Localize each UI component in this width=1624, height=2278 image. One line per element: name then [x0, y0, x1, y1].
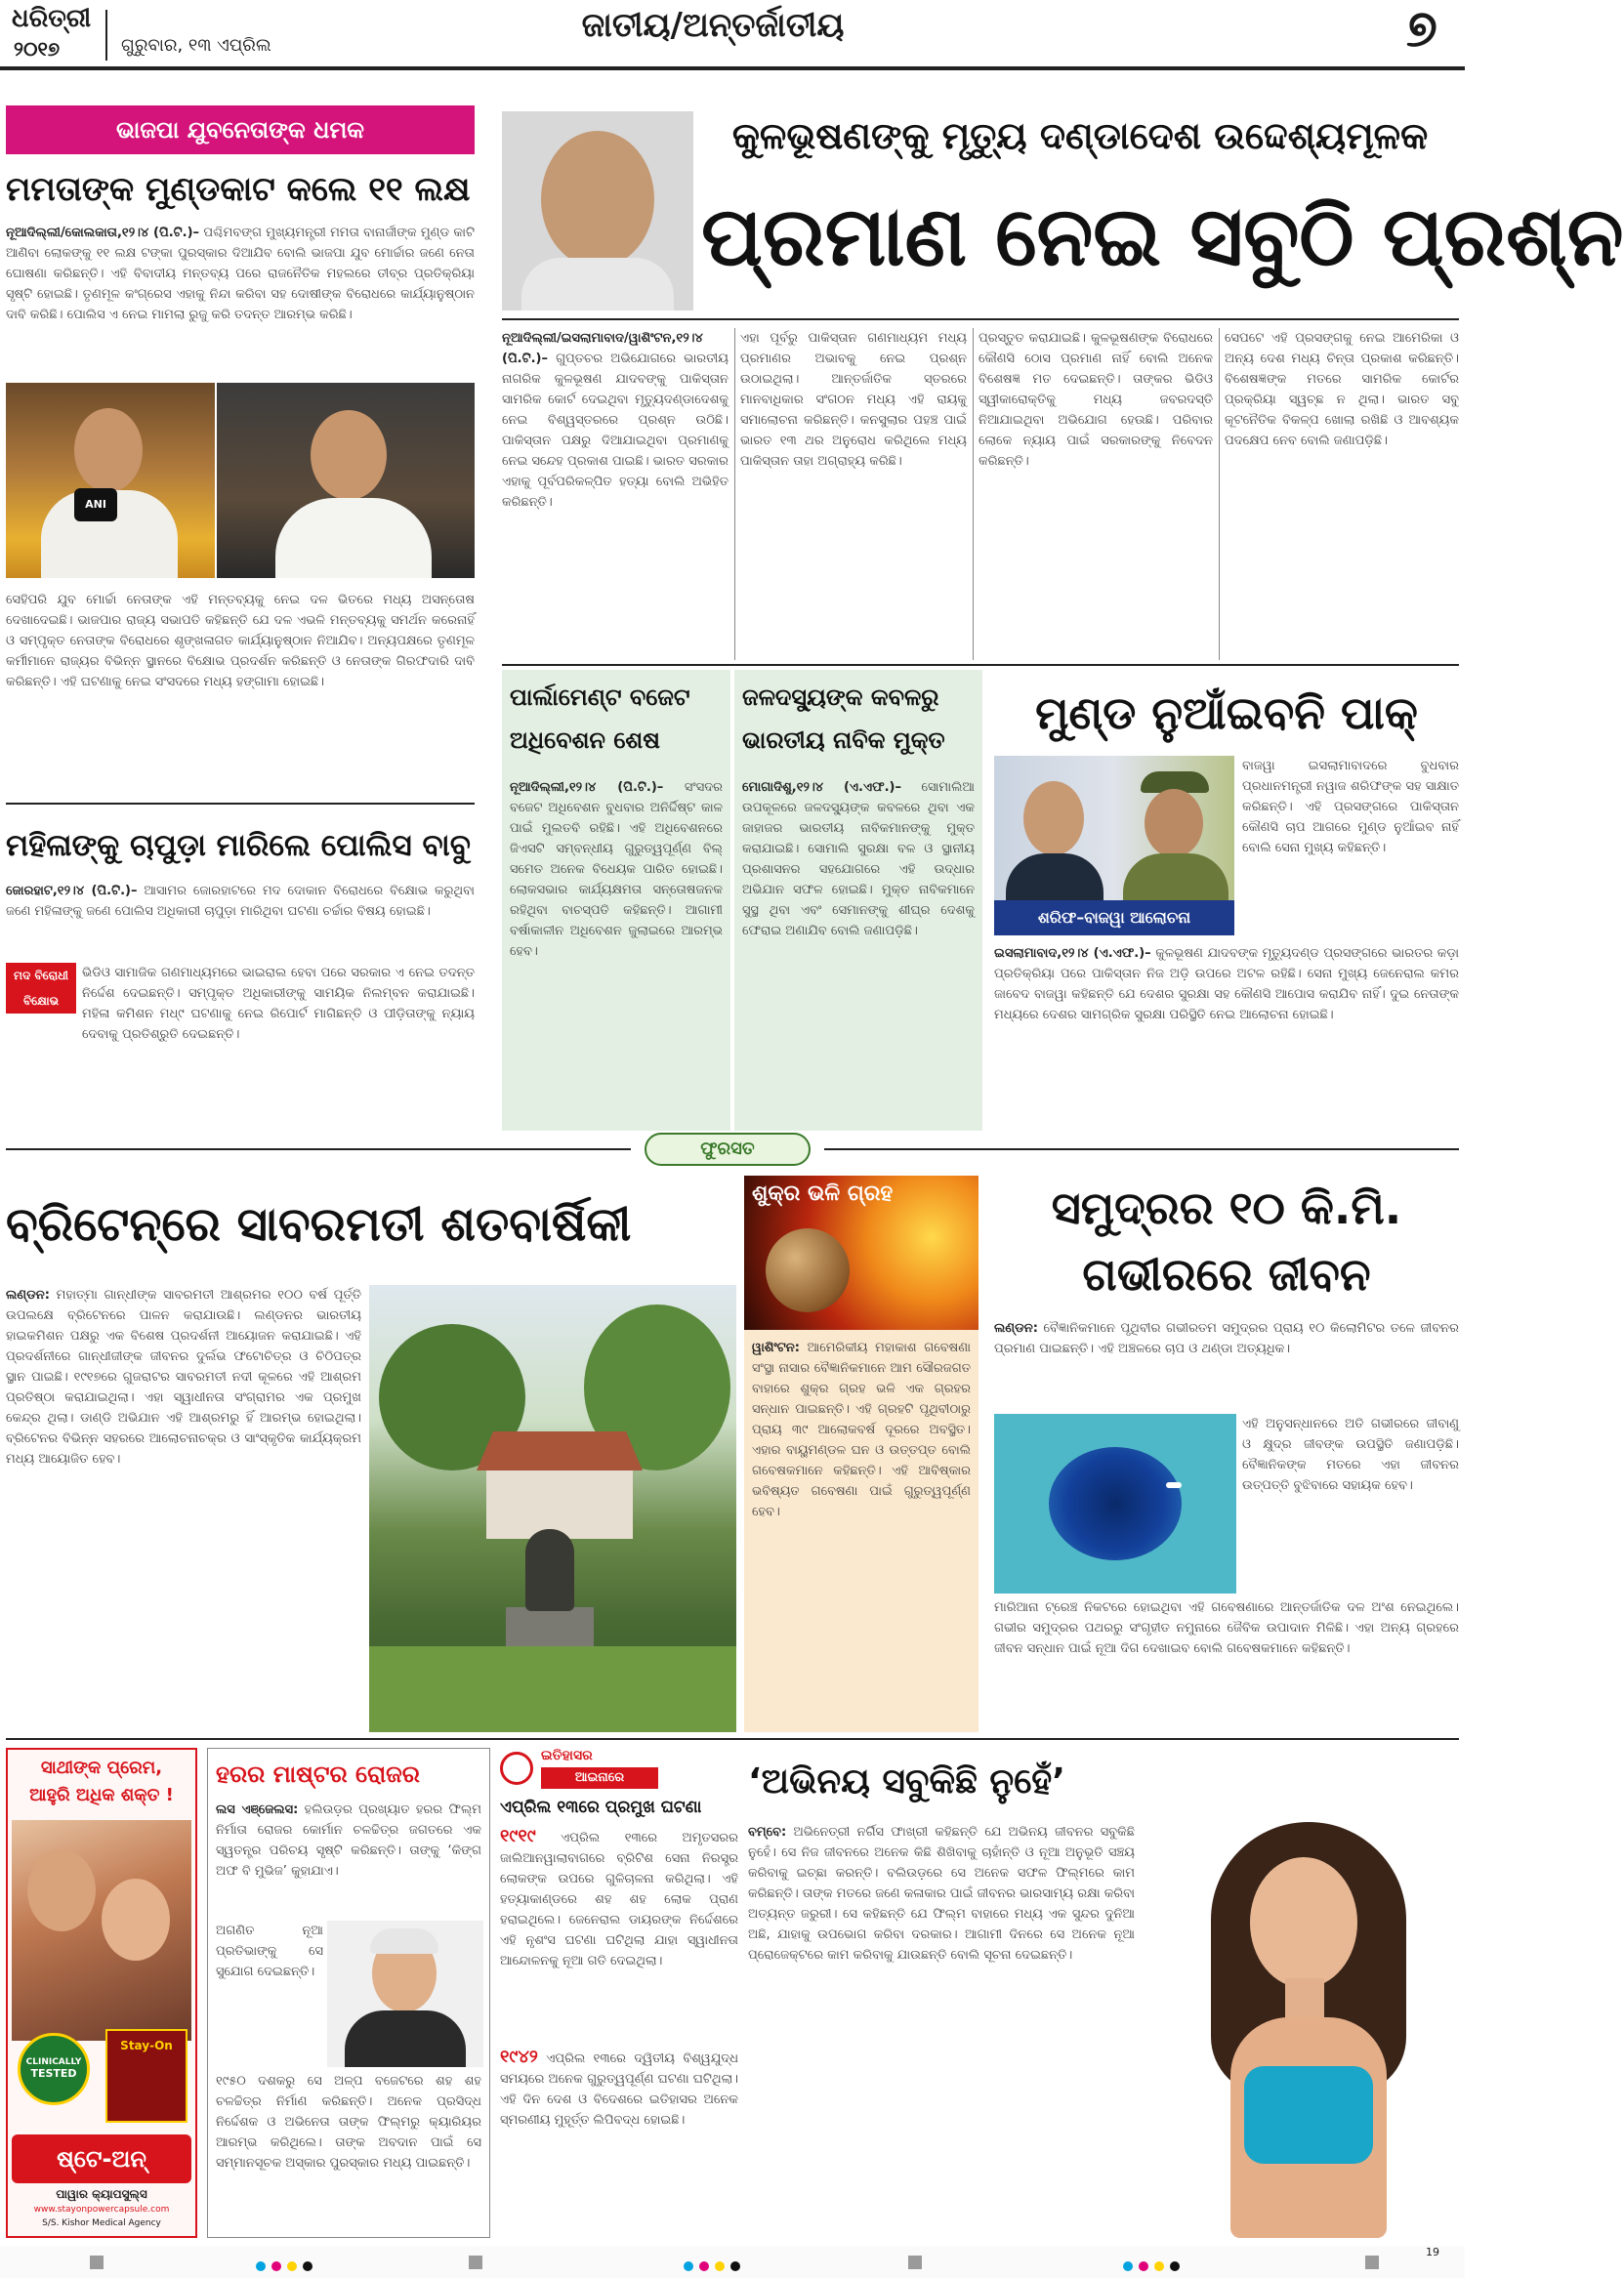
kulbhushan-col-rule-1: [734, 328, 735, 660]
history-body-2: ୧୯୪୨ ଏପ୍ରିଲ ୧୩ରେ ଦ୍ୱିତୀୟ ବିଶ୍ୱଯୁଦ୍ଧ ସମୟରେ ଅନେକ ଗୁରୁତ୍ୱପୂର୍ଣ୍ଣ ଘଟଣା ଘଟିଥିଲା। ଏହି ଦିନ ଦେଶ ଓ ବିଦେଶରେ ଇତିହାସର ଅନେକ ସ୍ମରଣୀୟ ମୁହୂର୍ତ୍ତ ଲିପିବଦ୍ଧ ହୋଇଛି।: [500, 2047, 738, 2128]
ad-tagline-2: ଆହୁରି ଅଧିକ ଶକ୍ତ !: [29, 1785, 174, 1805]
history-banner-bottom: ଆଇନାରେ: [574, 1770, 625, 1785]
ad-man-face: [27, 1849, 96, 1931]
sabarmati-body-1: ଲଣ୍ଡନ: ମହାତ୍ମା ଗାନ୍ଧୀଙ୍କ ସାବରମତୀ ଆଶ୍ରମର ୧୦୦ ବର୍ଷ ପୂର୍ତ୍ତି ଉପଲକ୍ଷେ ବ୍ରିଟେନରେ ପାଳନ କରାଯାଉଛି। ଲଣ୍ଡନର ଭାରତୀୟ ହାଇକମିଶନ ପକ୍ଷରୁ ଏକ ବିଶେଷ ପ୍ରଦର୍ଶନୀ ଆୟୋଜନ କରାଯାଇଛି। ଏହି ପ୍ରଦର୍ଶନୀରେ ଗାନ୍ଧୀଜୀଙ୍କ ଜୀବନର ଦୁର୍ଲଭ ଫଟୋଚିତ୍ର ଓ ଚିଠିପତ୍ର ସ୍ଥାନ ପାଇଛି। ୧୯୧୭ରେ ଗୁଜରାଟର ସାବରମତୀ ନଦୀ କୂଳରେ ଏହି ଆଶ୍ରମ ପ୍ରତିଷ୍ଠା କରାଯାଇଥିଲା। ଏହା ସ୍ୱାଧୀନତା ସଂଗ୍ରାମର ଏକ ପ୍ରମୁଖ କେନ୍ଦ୍ର ଥିଲା। ଡାଣ୍ଡି ଅଭିଯାନ ଏହି ଆଶ୍ରମରୁ ହିଁ ଆରମ୍ଭ ହୋଇଥିଲା। ବ୍ରିଟେନର ବିଭିନ୍ନ ସହରରେ ଆଲୋଚନାଚକ୍ର ଓ ସାଂସ୍କୃତିକ କାର୍ଯ୍ୟକ୍ରମ ମଧ୍ୟ ଆୟୋଜିତ ହେବ।: [6, 1288, 361, 1467]
kulbhushan-col-1: ନୂଆଦିଲ୍ଲୀ/ଇସଲାମାବାଦ/ୱାଶିଂଟନ,୧୨।୪ (ପି.ଟି.)– ଗୁପ୍ତଚର ଅଭିଯୋଗରେ ଭାରତୀୟ ନାଗରିକ କୁଳଭୂଷଣ ଯାଦବଙ୍କୁ ପାକିସ୍ତାନ ସାମରିକ କୋର୍ଟ ଦେଇଥିବା ମୃତ୍ୟୁଦଣ୍ଡାଦେଶକୁ ନେଇ ବିଶ୍ୱସ୍ତରରେ ପ୍ରଶ୍ନ ଉଠିଛି। ପାକିସ୍ତାନ ପକ୍ଷରୁ ଦିଆଯାଇଥିବା ପ୍ରମାଣକୁ ନେଇ ସନ୍ଦେହ ପ୍ରକାଶ ପାଇଛି। ଭାରତ ସରକାର ଏହାକୁ ପୂର୍ବପରିକଳ୍ପିତ ହତ୍ୟା ବୋଲି ଅଭିହିତ କରିଛନ୍ତି।: [502, 331, 729, 510]
statue-figure: [525, 1529, 574, 1611]
pak-body-2: ଇସଲାମାବାଦ,୧୨।୪ (ଏ.ଏଫ.)– କୁଳଭୂଷଣ ଯାଦବଙ୍କ ମୃତ୍ୟୁଦଣ୍ଡ ପ୍ରସଙ୍ଗରେ ଭାରତର କଡ଼ା ପ୍ରତିକ୍ରିୟା ପରେ ପାକିସ୍ତାନ ନିଜ ଅଡ଼ି ଉପରେ ଅଟଳ ରହିଛି। ସେନା ମୁଖ୍ୟ ଜେନେରାଲ କମର ଜାବେଦ ବାଜୱା କହିଛନ୍ତି ଯେ ଦେଶର ସୁରକ୍ଷା ସହ କୌଣସି ଆପୋସ କରାଯିବ ନାହିଁ। ଦୁଇ ନେତାଙ୍କ ମଧ୍ୟରେ ଦେଶର ସାମଗ୍ରିକ ସୁରକ୍ଷା ପରିସ୍ଥିତି ନେଇ ଆଲୋଚନା ହୋଇଛି।: [994, 946, 1460, 1022]
bajwa-face: [1145, 789, 1203, 857]
mamata-saree: [275, 498, 432, 578]
photo-bjp-leader: [6, 383, 215, 578]
statue-pedestal: [506, 1607, 594, 1646]
police-body-2: ଭିଡିଓ ସାମାଜିକ ଗଣମାଧ୍ୟମରେ ଭାଇରାଲ ହେବା ପରେ ସରକାର ଏ ନେଇ ତଦନ୍ତ ନିର୍ଦ୍ଦେଶ ଦେଇଛନ୍ତି। ସମ୍ପୃକ୍ତ ଅଧିକାରୀଙ୍କୁ ସାମୟିକ ନିଲମ୍ବନ କରାଯାଇଛି। ମହିଳା କମିଶନ ମଧ୍୯ ଘଟଣାକୁ ନେଇ ରିପୋର୍ଟ ମାଗିଛନ୍ତି ଓ ପୀଡ଼ିତାଙ୍କୁ ନ୍ୟାୟ ଦେବାକୁ ପ୍ରତିଶ୍ରୁତି ଦେଇଛନ୍ତି।: [82, 966, 475, 1042]
police-dateline: ଜୋରହାଟ,୧୨।୪ (ପି.ଟି.)–: [6, 884, 138, 898]
kulbhushan-face: [541, 131, 654, 268]
kulbhushan-col-2: ଏହା ପୂର୍ବରୁ ପାକିସ୍ତାନ ଗଣମାଧ୍ୟମ ମଧ୍ୟ ପ୍ରମାଣର ଅଭାବକୁ ନେଇ ପ୍ରଶ୍ନ ଉଠାଇଥିଲା। ଆନ୍ତର୍ଜାତିକ ସ୍ତରରେ ମାନବାଧିକାର ସଂଗଠନ ମଧ୍ୟ ଏହି ରାୟକୁ ସମାଲୋଚନା କରିଛନ୍ତି। କନସୁଲାର ପହଞ୍ଚ ପାଇଁ ଭାରତ ୧୩ ଥର ଅନୁରୋଧ କରିଥିଲେ ମଧ୍ୟ ପାକିସ୍ତାନ ତାହା ଅଗ୍ରାହ୍ୟ କରିଛି।: [740, 331, 967, 469]
mamata-body-2: ସେହିପରି ଯୁବ ମୋର୍ଚ୍ଚା ନେତାଙ୍କ ଏହି ମନ୍ତବ୍ୟକୁ ନେଇ ଦଳ ଭିତରେ ମଧ୍ୟ ଅସନ୍ତୋଷ ଦେଖାଦେଇଛି। ଭାଜପାର ରାଜ୍ୟ ସଭାପତି କହିଛନ୍ତି ଯେ ଦଳ ଏଭଳି ମନ୍ତବ୍ୟକୁ ସମର୍ଥନ କରେନାହିଁ ଓ ସମ୍ପୃକ୍ତ ନେତାଙ୍କ ବିରୋଧରେ ଶୃଙ୍ଖଳାଗତ କାର୍ଯ୍ୟାନୁଷ୍ଠାନ ନିଆଯିବ। ଅନ୍ୟପକ୍ଷରେ ତୃଣମୂଳ କର୍ମୀମାନେ ରାଜ୍ୟର ବିଭିନ୍ନ ସ୍ଥାନରେ ବିକ୍ଷୋଭ ପ୍ରଦର୍ଶନ କରିଛନ୍ତି ଓ ନେତାଙ୍କ ଗିରଫଦାରି ଦାବି କରିଛନ୍ତି। ଏହି ଘଟଣାକୁ ନେଇ ସଂସଦରେ ମଧ୍ୟ ହଙ୍ଗାମା ହୋଇଛି।: [6, 593, 475, 689]
footer-gray-2: [469, 2256, 482, 2269]
mic-ani: [74, 488, 117, 521]
masthead-divider: [105, 10, 107, 61]
mamata-dateline: ନୂଆଦିଲ୍ଲୀ/କୋଲକାତା,୧୨।୪ (ପି.ଟି.)–: [6, 226, 200, 240]
roger-box: [207, 1748, 490, 2238]
nargis-face: [1250, 1857, 1357, 1988]
acting-dateline: ବମ୍ବେ:: [748, 1825, 787, 1840]
history-banner-top: ଇତିହାସର: [541, 1748, 593, 1763]
ad-website: www.stayonpowercapsule.com: [33, 2205, 170, 2215]
acting-body: ବମ୍ବେ: ଅଭିନେତ୍ରୀ ନର୍ଗିସ ଫାଖ୍ରୀ କହିଛନ୍ତି ଯେ ଅଭିନୟ ଜୀବନର ସବୁକିଛି ନୁହେଁ। ସେ ନିଜ ଜୀବନରେ ଅନେକ କିଛି ଶିଖିବାକୁ ଚାହାଁନ୍ତି ଓ ନୂଆ ଅନୁଭୂତି ସଞ୍ଚୟ କରିବାକୁ ଇଚ୍ଛା କରନ୍ତି। ବଲିଉଡ଼ରେ ସେ ଅନେକ ସଫଳ ଫିଲ୍ମରେ କାମ କରିଛନ୍ତି। ତାଙ୍କ ମତରେ ଜଣେ କଳାକାର ପାଇଁ ଜୀବନର ଭାରସାମ୍ୟ ରକ୍ଷା କରିବା ଅତ୍ୟନ୍ତ ଜରୁରୀ। ସେ କହିଛନ୍ତି ଯେ ଫିଲ୍ମ ବାହାରେ ମଧ୍ୟ ଏକ ସୁନ୍ଦର ଦୁନିଆ ଅଛି, ଯାହାକୁ ଉପଭୋଗ କରିବା ଦରକାର। ଆଗାମୀ ଦିନରେ ସେ ଅନେକ ନୂଆ ପ୍ରୋଜେକ୍ଟରେ କାମ କରିବାକୁ ଯାଉଛନ୍ତି ବୋଲି ସୂଚନା ଦେଇଛନ୍ତି।: [748, 1825, 1135, 1963]
parliament-body: ନୂଆଦିଲ୍ଲୀ,୧୨।୪ (ପି.ଟି.)– ସଂସଦର ବଜେଟ ଅଧିବେଶନ ବୁଧବାର ଅନିର୍ଦ୍ଦିଷ୍ଟ କାଳ ପାଇଁ ମୁଲତବି ରହିଛି। ଏହି ଅଧିବେଶନରେ ଜିଏସଟି ସମ୍ବନ୍ଧୀୟ ଗୁରୁତ୍ୱପୂର୍ଣ୍ଣ ବିଲ୍ ସମେତ ଅନେକ ବିଧେୟକ ପାରିତ ହୋଇଛି। ଲୋକସଭାର କାର୍ଯ୍ୟକ୍ଷମତା ସନ୍ତୋଷଜନକ ରହିଥିବା ବାଚସ୍ପତି କହିଛନ୍ତି। ଆଗାମୀ ବର୍ଷାକାଳୀନ ଅଧିବେଶନ ଜୁଲାଇରେ ଆରମ୍ଭ ହେବ।: [510, 780, 723, 959]
pirates-body: ମୋଗାଦିଶୁ,୧୨।୪ (ଏ.ଏଫ.)– ସୋମାଲିଆ ଉପକୂଳରେ ଜଳଦସ୍ୟୁଙ୍କ କବଳରେ ଥିବା ଏକ ଜାହାଜର ଭାରତୀୟ ନାବିକମାନଙ୍କୁ ମୁକ୍ତ କରାଯାଇଛି। ସୋମାଲି ସୁରକ୍ଷା ବଳ ଓ ସ୍ଥାନୀୟ ପ୍ରଶାସନର ସହଯୋଗରେ ଏହି ଉଦ୍ଧାର ଅଭିଯାନ ସଫଳ ହୋଇଛି। ମୁକ୍ତ ନାବିକମାନେ ସୁସ୍ଥ ଥିବା ଏବଂ ସେମାନଙ୍କୁ ଶୀଘ୍ର ଦେଶକୁ ଫେରାଇ ଅଣାଯିବ ବୋଲି ଜଣାପଡ଼ିଛି।: [742, 780, 975, 938]
roger-body-3: ୧୯୫୦ ଦଶକରୁ ସେ ଅଳ୍ପ ବଜେଟରେ ଶହ ଶହ ଚଳଚ୍ଚିତ୍ର ନିର୍ମାଣ କରିଛନ୍ତି। ଅନେକ ପ୍ରସିଦ୍ଧ ନିର୍ଦ୍ଦେଶକ ଓ ଅଭିନେତା ତାଙ୍କ ଫିଲ୍ମରୁ କ୍ୟାରିୟର ଆରମ୍ଭ କରିଥିଲେ। ତାଙ୍କ ଅବଦାନ ପାଇଁ ସେ ସମ୍ମାନସୂଚକ ଅସ୍କାର ପୁରସ୍କାର ମଧ୍ୟ ପାଇଛନ୍ତି।: [216, 2074, 481, 2171]
mamata-kicker-band: [6, 105, 475, 154]
lawn: [369, 1646, 736, 1732]
ad-badge: [18, 2033, 90, 2105]
photo-roger: [327, 1921, 483, 2067]
history-banner: [500, 1748, 738, 1791]
history-year-1: ୧୯୧୯: [500, 1826, 536, 1846]
pak-caption: ଶରିଫ–ବାଜୱା ଆଲୋଚନା: [1037, 908, 1191, 927]
kulbhushan-col-3: ପ୍ରସ୍ତୁତ କରାଯାଇଛି। କୁଳଭୂଷଣଙ୍କ ବିରୋଧରେ କୌଣସି ଠୋସ ପ୍ରମାଣ ନାହିଁ ବୋଲି ଅନେକ ବିଶେଷଜ୍ଞ ମତ ଦେଇଛନ୍ତି। ତାଙ୍କର ଭିଡିଓ ସ୍ୱୀକାରୋକ୍ତିକୁ ମଧ୍ୟ ଜବରଦସ୍ତି ନିଆଯାଇଥିବା ଅଭିଯୋଗ ହେଉଛି। ପରିବାର ଲୋକେ ନ୍ୟାୟ ପାଇଁ ସରକାରଙ୍କୁ ନିବେଦନ କରିଛନ୍ତି।: [979, 331, 1213, 469]
police-headline: ମହିଳାଙ୍କୁ ଚାପୁଡ଼ା ମାରିଲେ ପୋଲିସ ବାବୁ: [6, 828, 471, 863]
kulbhushan-rule: [502, 318, 1459, 320]
registration-marks-1: [256, 2257, 318, 2275]
photo-blue-hole: [994, 1414, 1236, 1594]
fursat-bottom-rule: [6, 1738, 1459, 1740]
ad-pack: [105, 2029, 187, 2123]
ad-badge-line1: CLINICALLY: [25, 2057, 82, 2067]
mic-ani-label: ANI: [85, 498, 106, 511]
kulbhushan-kicker: କୁଳଭୂଷଣଙ୍କୁ ମୃତ୍ୟୁ ଦଣ୍ଡାଦେଶ ଉଦ୍ଦେଶ୍ୟମୂଳକ: [731, 114, 1429, 157]
masthead-date: ଗୁରୁବାର, ୧୩ ଏପ୍ରିଲ: [121, 35, 271, 56]
ad-woman-face: [102, 1879, 170, 1961]
kulbhushan-bottom-rule: [502, 664, 1459, 666]
sea-body-2: ଏହି ଅନୁସନ୍ଧାନରେ ଅତି ଗଭୀରରେ ଜୀବାଣୁ ଓ କ୍ଷୁଦ୍ର ଜୀବଙ୍କ ଉପସ୍ଥିତି ଜଣାପଡ଼ିଛି। ବୈଜ୍ଞାନିକଙ୍କ ମତରେ ଏହା ଜୀବନର ଉତ୍ପତ୍ତି ବୁଝିବାରେ ସହାୟକ ହେବ।: [1242, 1417, 1459, 1493]
planet-headline: ଶୁକ୍ର ଭଳି ଗ୍ରହ: [752, 1181, 894, 1206]
section-title: ଜାତୀୟ/ଅନ୍ତର୍ଜାତୀୟ: [581, 6, 845, 45]
sea-body-3: ମାରିଆନା ଟ୍ରେଞ୍ଚ ନିକଟରେ ହୋଇଥିବା ଏହି ଗବେଷଣାରେ ଆନ୍ତର୍ଜାତିକ ଦଳ ଅଂଶ ନେଇଥିଲେ। ଗଭୀର ସମୁଦ୍ରର ପଥରରୁ ସଂଗୃହୀତ ନମୁନାରେ ଜୈବିକ ଉପାଦାନ ମିଳିଛି। ଏହା ଅନ୍ୟ ଗ୍ରହରେ ଜୀବନ ସନ୍ଧାନ ପାଇଁ ନୂଆ ଦିଗ ଦେଖାଇବ ବୋଲି ଗବେଷକମାନେ କହିଛନ୍ତି।: [994, 1600, 1459, 1656]
ashram-roof: [477, 1431, 643, 1470]
ad-couple-photo: [12, 1820, 191, 2041]
roger-dateline: ଲସ ଏଞ୍ଜେଲସ:: [216, 1802, 299, 1817]
pak-caption-band: [994, 900, 1234, 935]
fursat-rule-right: [824, 1148, 1459, 1150]
photo-sabarmati-ashram: [369, 1285, 736, 1732]
parliament-box: [502, 670, 730, 1131]
masthead-logo: ଧରିତ୍ରୀ: [12, 4, 92, 33]
sea-body-1: ଲଣ୍ଡନ: ବୈଜ୍ଞାନିକମାନେ ପୃଥିବୀର ଗଭୀରତମ ସମୁଦ୍ରର ପ୍ରାୟ ୧୦ କିଲୋମିଟର ତଳେ ଜୀବନର ପ୍ରମାଣ ପାଇଛନ୍ତି। ଏହି ଅଞ୍ଚଳରେ ଚାପ ଓ ଥଣ୍ଡା ଅତ୍ୟଧିକ।: [994, 1321, 1459, 1356]
roger-hair: [370, 1928, 438, 1954]
ad-badge-line2: TESTED: [30, 2067, 77, 2080]
registration-marks-2: [684, 2257, 746, 2275]
ashram-wall: [486, 1470, 633, 1539]
kulbhushan-headline: ପ୍ରମାଣ ନେଇ ସବୁଠି ପ୍ରଶ୍ନ: [701, 188, 1624, 284]
footer-gray-1: [90, 2256, 104, 2269]
footer-gray-3: [908, 2256, 922, 2269]
parliament-headline: ପାର୍ଲାମେଣ୍ଟ ବଜେଟ ଅଧିବେଶନ ଶେଷ: [510, 683, 690, 754]
ad-company: S/S. Kishor Medical Agency: [42, 2218, 161, 2228]
kulbhushan-shirt: [521, 258, 674, 311]
history-banner-bottom-band: [541, 1767, 658, 1789]
roger-body-2: ଅଗଣିତ ନୂଆ ପ୍ରତିଭାଙ୍କୁ ସେ ସୁଯୋଗ ଦେଇଛନ୍ତି।: [216, 1924, 323, 1979]
roger-suit: [345, 2010, 466, 2067]
pirates-box: [734, 670, 982, 1131]
sabarmati-dateline: ଲଣ୍ଡନ:: [6, 1288, 50, 1303]
page-number: ୭: [1406, 0, 1437, 59]
kulbhushan-col-4: ସେପଟେ ଏହି ପ୍ରସଙ୍ଗକୁ ନେଇ ଆମେରିକା ଓ ଅନ୍ୟ ଦେଶ ମଧ୍ୟ ଚିନ୍ତା ପ୍ରକାଶ କରିଛନ୍ତି। ବିଶେଷଜ୍ଞଙ୍କ ମତରେ ସାମରିକ କୋର୍ଟର ପ୍ରକ୍ରିୟା ସ୍ୱଚ୍ଛ ନ ଥିଲା। ଭାରତ ସବୁ କୂଟନୈତିକ ବିକଳ୍ପ ଖୋଲା ରଖିଛି ଓ ଆବଶ୍ୟକ ପଦକ୍ଷେପ ନେବ ବୋଲି ଜଣାପଡ଼ିଛି।: [1225, 331, 1459, 448]
sharif-face: [1023, 781, 1084, 855]
photo-mamata: [217, 383, 475, 578]
ad-pack-label: Stay-On: [120, 2039, 173, 2052]
parliament-dateline: ନୂଆଦିଲ୍ଲୀ,୧୨।୪ (ପି.ଟି.)–: [510, 780, 664, 795]
fursat-rule-left: [6, 1148, 631, 1150]
pirates-dateline: ମୋଗାଦିଶୁ,୧୨।୪ (ଏ.ଏଫ.)–: [742, 780, 901, 795]
ad-tagline-1: ସାଥୀଙ୍କ ପ୍ରେମ,: [40, 1758, 163, 1778]
kulbhushan-col-rule-2: [973, 328, 974, 660]
fursat-banner: [645, 1133, 811, 1166]
boat: [1166, 1482, 1182, 1488]
photo-kulbhushan: [502, 111, 693, 311]
mamata-body: ନୂଆଦିଲ୍ଲୀ/କୋଲକାତା,୧୨।୪ (ପି.ଟି.)– ପଶ୍ଚିମବଙ୍ଗ ମୁଖ୍ୟମନ୍ତ୍ରୀ ମମତା ବାନାର୍ଜୀଙ୍କ ମୁଣ୍ଡ କାଟି ଆଣିବା ଲୋକଙ୍କୁ ୧୧ ଲକ୍ଷ ଟଙ୍କା ପୁରସ୍କାର ଦିଆଯିବ ବୋଲି ଭାଜପା ଯୁବ ମୋର୍ଚ୍ଚାର ଜଣେ ନେତା ଘୋଷଣା କରିଛନ୍ତି। ଏହି ବିବାଦୀୟ ମନ୍ତବ୍ୟ ପରେ ରାଜନୈତିକ ମହଲରେ ତୀବ୍ର ପ୍ରତିକ୍ରିୟା ସୃଷ୍ଟି ହୋଇଛି। ତୃଣମୂଳ କଂଗ୍ରେସ ଏହାକୁ ନିନ୍ଦା କରିବା ସହ ଦୋଷୀଙ୍କ ବିରୋଧରେ କାର୍ଯ୍ୟାନୁଷ୍ଠାନ ଦାବି କରିଛି। ପୋଲିସ ଏ ନେଇ ମାମଲା ରୁଜୁ କରି ତଦନ୍ତ ଆରମ୍ଭ କରିଛି।: [6, 226, 475, 322]
ad-brand: ଷ୍ଟେ-ଅନ୍: [57, 2145, 146, 2173]
roger-body-1: ଲସ ଏଞ୍ଜେଲସ: ହଲିଉଡ଼ର ପ୍ରଖ୍ୟାତ ହରର ଫିଲ୍ମ ନିର୍ମାତା ରୋଜର କୋର୍ମାନ ଚଳଚ୍ଚିତ୍ର ଜଗତରେ ଏକ ସ୍ୱତନ୍ତ୍ର ପରିଚୟ ସୃଷ୍ଟି କରିଛନ୍ତି। ତାଙ୍କୁ ‘କିଙ୍ଗ ଅଫ ବି ମୁଭିଜ’ କୁହାଯାଏ।: [216, 1802, 482, 1879]
history-body-1: ୧୯୧୯ ଏପ୍ରିଲ ୧୩ରେ ଅମୃତସରର ଜାଲିଆନୱାଲାବାଗରେ ବ୍ରିଟିଶ ସେନା ନିରସ୍ତ୍ର ଲୋକଙ୍କ ଉପରେ ଗୁଳିଚାଳନା କରିଥିଲା। ଏହି ହତ୍ୟାକାଣ୍ଡରେ ଶହ ଶହ ଲୋକ ପ୍ରାଣ ହରାଇଥିଲେ। ଜେନେରାଲ ଡାୟରଙ୍କ ନିର୍ଦ୍ଦେଶରେ ଏହି ନୃଶଂସ ଘଟଣା ଘଟିଥିଲା ଯାହା ସ୍ୱାଧୀନତା ଆନ୍ଦୋଳନକୁ ନୂଆ ଗତି ଦେଇଥିଲା।: [500, 1826, 738, 1968]
mamata-rule: [6, 803, 475, 805]
history-year-2: ୧୯୪୨: [500, 2047, 538, 2067]
history-box: [500, 1748, 738, 2238]
mamata-kicker: ଭାଜପା ଯୁବନେତାଙ୍କ ଧମକ: [115, 116, 365, 144]
planet-art: [744, 1176, 979, 1330]
ad-brand-band: [12, 2134, 191, 2183]
police-tag: [6, 963, 76, 1014]
planet-sphere: [766, 1228, 850, 1312]
masthead-rule: [0, 66, 1465, 70]
planet-dateline: ୱାଶିଂଟନ:: [752, 1341, 800, 1355]
history-title: ଏପ୍ରିଲ ୧୩ରେ ପ୍ରମୁଖ ଘଟଣା: [500, 1798, 702, 1817]
ad-sub: ପାୱାର କ୍ୟାପସୁଲ୍‌ସ: [56, 2187, 147, 2201]
masthead-year: ୨୦୧୭: [14, 37, 61, 61]
acting-headline: ‘ଅଭିନୟ ସବୁକିଛି ନୁହେଁ’: [748, 1761, 1065, 1802]
sabarmati-headline: ବ୍ରିଟେନ୍‌ରେ ସାବରମତୀ ଶତବାର୍ଷିକୀ: [6, 1197, 632, 1252]
pak-dateline: ଇସଲାମାବାଦ,୧୨।୪ (ଏ.ଏଫ.)–: [994, 946, 1151, 961]
mamata-face: [311, 410, 387, 500]
planet-body: ୱାଶିଂଟନ: ଆମେରିକୀୟ ମହାକାଶ ଗବେଷଣା ସଂସ୍ଥା ନାସାର ବୈଜ୍ଞାନିକମାନେ ଆମ ସୌରଜଗତ ବାହାରେ ଶୁକ୍ର ଗ୍ରହ ଭଳି ଏକ ଗ୍ରହର ସନ୍ଧାନ ପାଇଛନ୍ତି। ଏହି ଗ୍ରହଟି ପୃଥିବୀଠାରୁ ପ୍ରାୟ ୩୯ ଆଲୋକବର୍ଷ ଦୂରରେ ଅବସ୍ଥିତ। ଏହାର ବାୟୁମଣ୍ଡଳ ଘନ ଓ ଉତ୍ତପ୍ତ ବୋଲି ଗବେଷକମାନେ କହିଛନ୍ତି। ଏହି ଆବିଷ୍କାର ଭବିଷ୍ୟତ ଗବେଷଣା ପାଇଁ ଗୁରୁତ୍ୱପୂର୍ଣ୍ଣ ହେବ।: [752, 1341, 971, 1519]
leader-face: [74, 408, 143, 492]
photo-nargis: [1143, 1822, 1459, 2238]
nargis-outfit: [1244, 2066, 1373, 2164]
kulbhushan-col-rule-3: [1219, 328, 1220, 660]
ad-stayon: [6, 1748, 197, 2238]
blue-hole: [1049, 1447, 1182, 1560]
footer-gray-4: [1365, 2256, 1379, 2269]
pak-headline: ମୁଣ୍ଡ ନୁଆଁଇବନି ପାକ୍: [1035, 686, 1418, 739]
fursat-banner-text: ଫୁରସତ: [700, 1139, 755, 1159]
police-body: ଜୋରହାଟ,୧୨।୪ (ପି.ଟି.)– ଆସାମର ଜୋରହାଟରେ ମଦ ଦୋକାନ ବିରୋଧରେ ବିକ୍ଷୋଭ କରୁଥିବା ଜଣେ ମହିଳାଙ୍କୁ ଜଣେ ପୋଲିସ ଅଧିକାରୀ ଚାପୁଡ଼ା ମାରିଥିବା ଘଟଣା ଚର୍ଚ୍ଚାର ବିଷୟ ହୋଇଛି।: [6, 884, 475, 919]
masthead: [0, 0, 1465, 68]
history-clock-icon: [500, 1752, 533, 1785]
sea-headline-1: ସମୁଦ୍ରର ୧୦ କି.ମି.: [1051, 1181, 1402, 1234]
kulbhushan-dateline: ନୂଆଦିଲ୍ଲୀ/ଇସଲାମାବାଦ/ୱାଶିଂଟନ,୧୨।୪ (ପି.ଟି.)–: [502, 331, 703, 366]
police-tag-text: ମଦ ବିରୋଧୀ ବିକ୍ଷୋଭ: [14, 969, 68, 1008]
planet-box: [744, 1176, 979, 1732]
pak-body-1: ବାଜୱା ଇସଲାମାବାଦରେ ବୁଧବାର ପ୍ରଧାନମନ୍ତ୍ରୀ ନୱାଜ ଶରିଫଙ୍କ ସହ ସାକ୍ଷାତ କରିଛନ୍ତି। ଏହି ପ୍ରସଙ୍ଗରେ ପାକିସ୍ତାନ କୌଣସି ଚାପ ଆଗରେ ମୁଣ୍ଡ ନୁଆଁଇବ ନାହିଁ ବୋଲି ସେନା ମୁଖ୍ୟ କହିଛନ୍ତି।: [1242, 759, 1459, 855]
footer-folio: 19: [1426, 2246, 1439, 2258]
sea-dateline: ଲଣ୍ଡନ:: [994, 1321, 1038, 1336]
photo-sharif-bajwa: [994, 756, 1234, 935]
roger-headline: ହରର ମାଷ୍ଟର ରୋଜର: [216, 1760, 420, 1788]
sea-headline-2: ଗଭୀରରେ ଜୀବନ: [1082, 1248, 1371, 1301]
registration-marks-3: [1123, 2257, 1186, 2275]
footer: [0, 2246, 1465, 2278]
mamata-headline: ମମତାଙ୍କ ମୁଣ୍ଡକାଟ କଲେ ୧୧ ଲକ୍ଷ: [6, 170, 471, 209]
pirates-headline: ଜଳଦସ୍ୟୁଙ୍କ କବଳରୁ ଭାରତୀୟ ନାବିକ ମୁକ୍ତ: [742, 683, 945, 754]
